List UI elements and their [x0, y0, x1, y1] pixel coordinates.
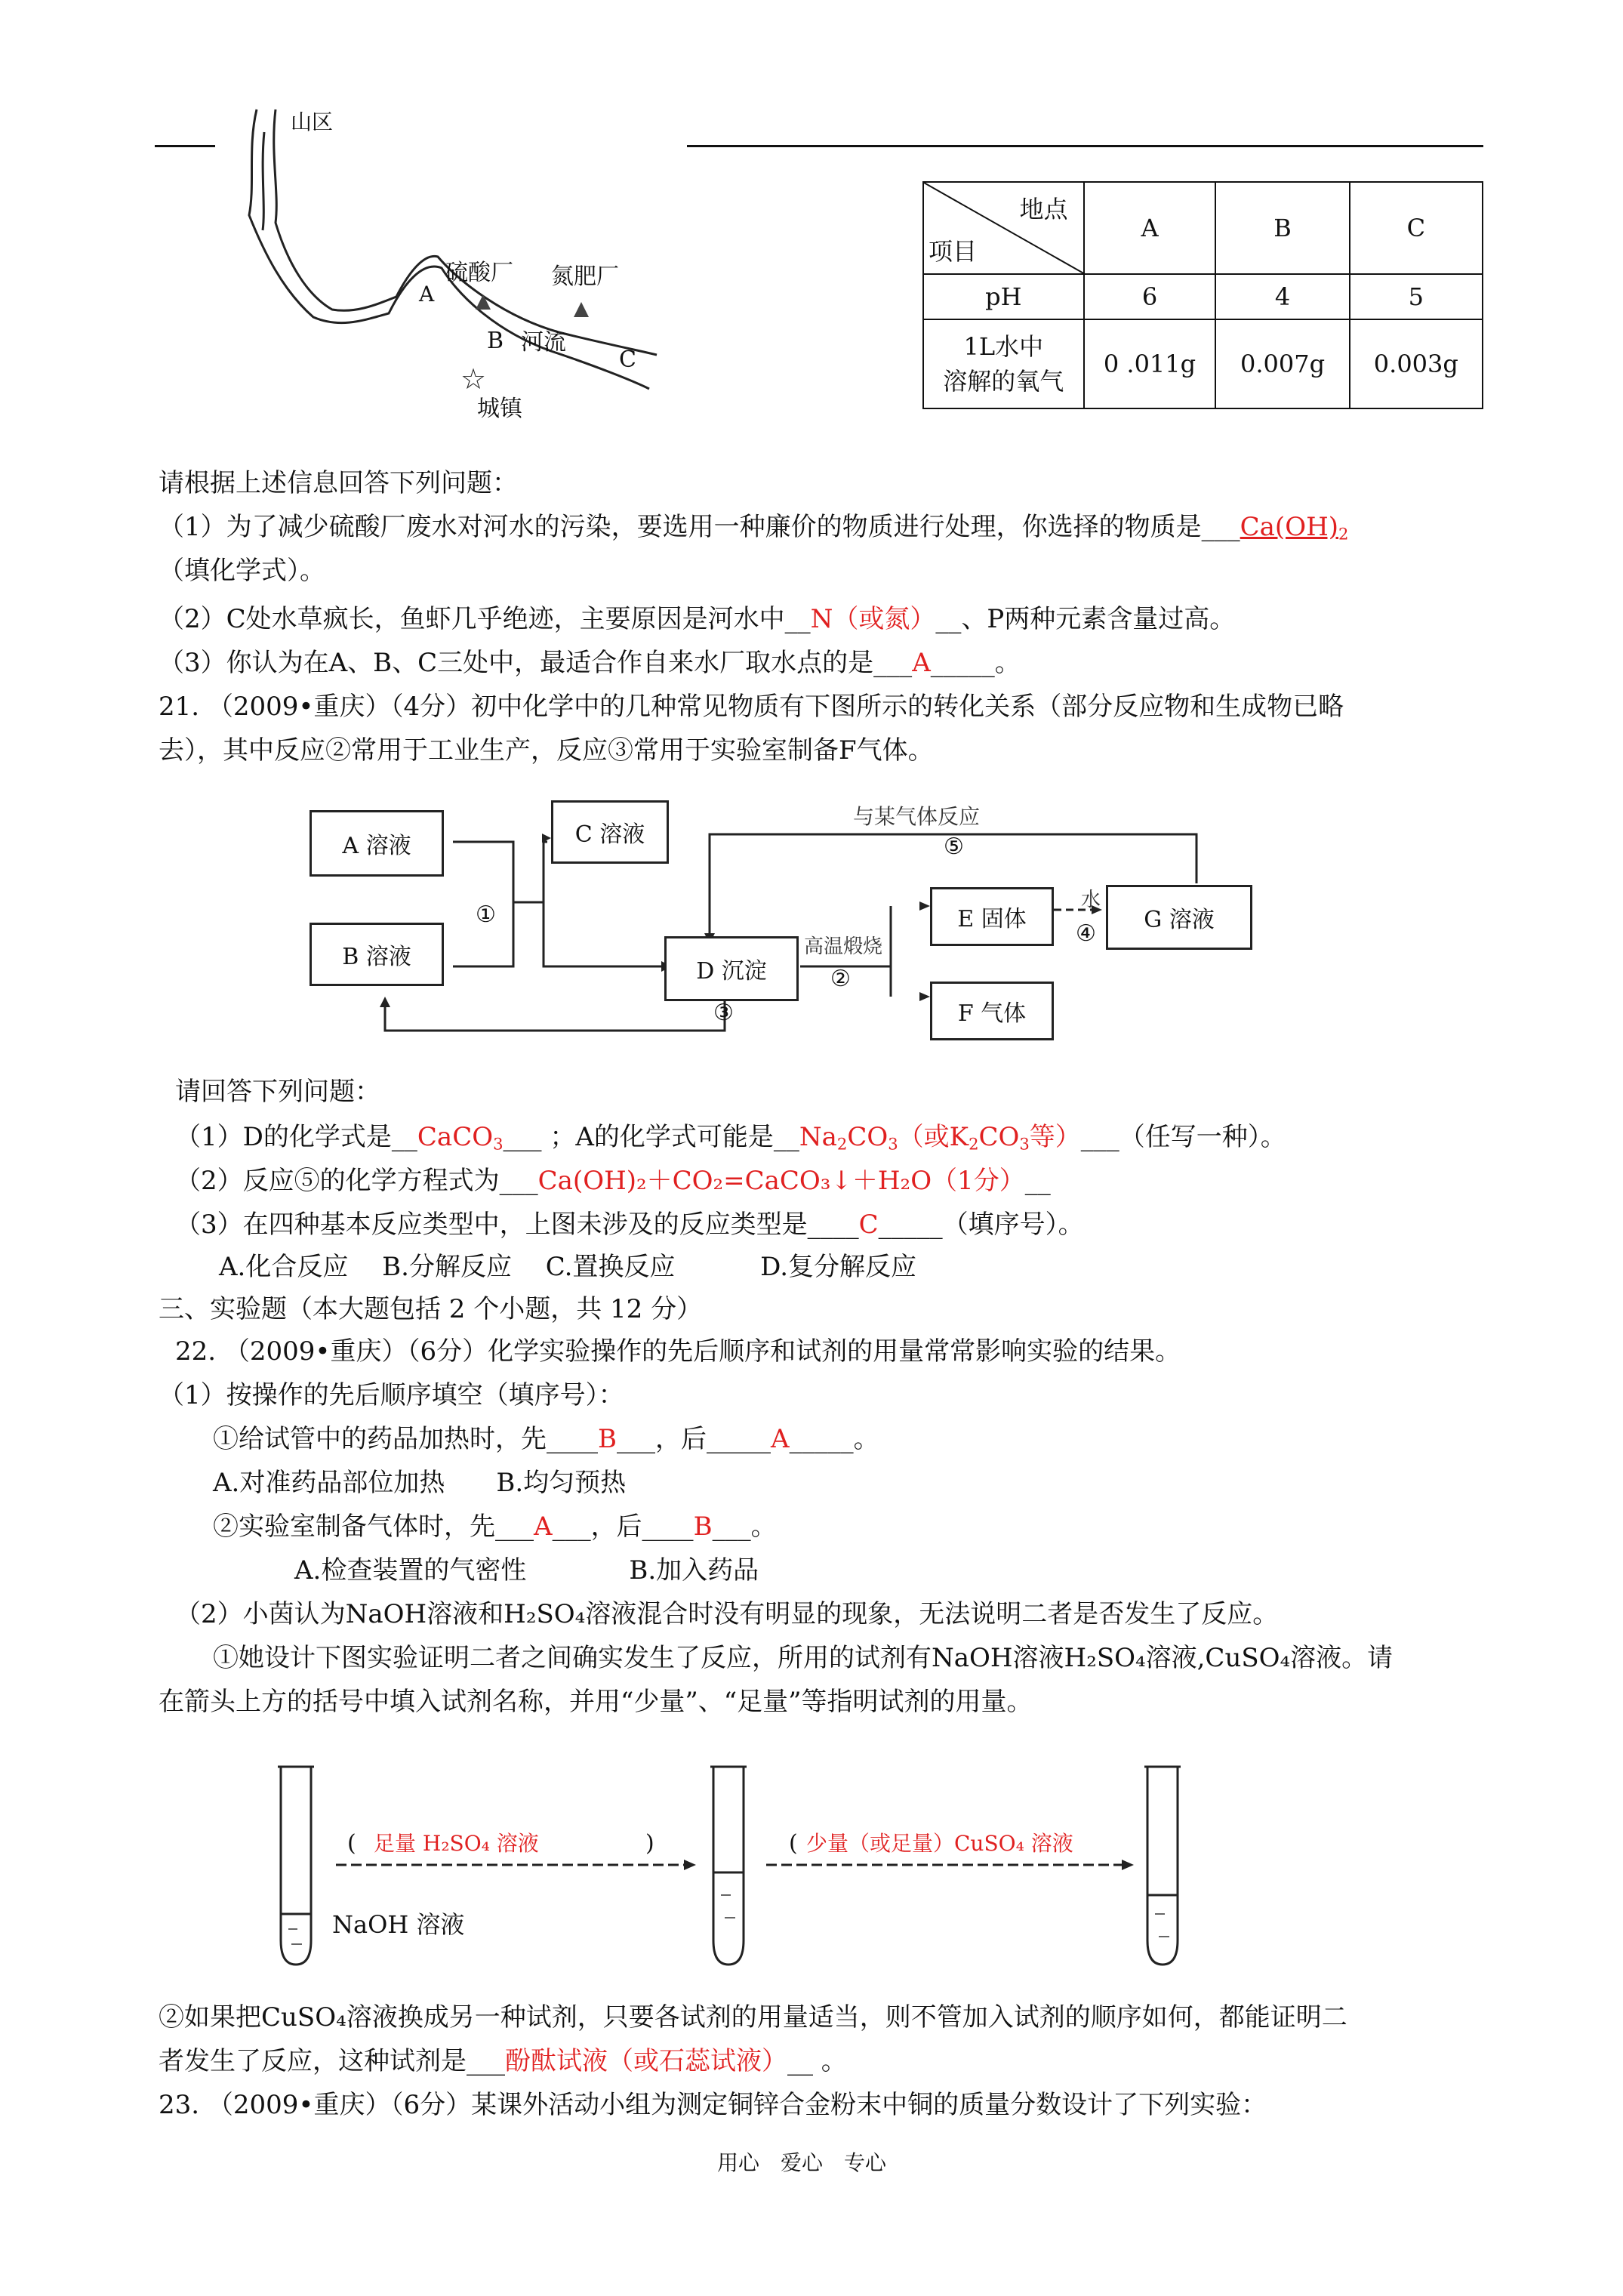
flow-node-c: C 溶液 — [551, 800, 669, 864]
flow-label-top: 与某气体反应 — [853, 804, 981, 829]
answer: A — [771, 1424, 790, 1454]
map-town-label: 城镇 — [477, 396, 522, 422]
map-point-b: B — [487, 328, 504, 354]
arrow2-paren-left: ( — [789, 1830, 798, 1857]
flow-node-g: G 溶液 — [1106, 885, 1252, 950]
page-footer: 用心 爱心 专心 — [717, 2150, 887, 2175]
map-point-c: C — [619, 347, 636, 373]
answer: Ca(OH)₂＋CO₂=CaCO₃↓＋H₂O（1分） — [537, 1166, 1025, 1196]
q21-ask: 请回答下列问题： — [175, 1077, 380, 1107]
q20-part3: （3）你认为在A、B、C三处中，最适合作自来水厂取水点的是___A_____。 — [159, 648, 1021, 678]
header-rule-left — [155, 145, 215, 147]
flow-node-a: A 溶液 — [310, 810, 444, 877]
flow-label-n4: ④ — [1076, 920, 1096, 947]
q22-part2-2a: ②如果把CuSO₄溶液换成另一种试剂，只要各试剂的用量适当，则不管加入试剂的顺序如何，都能证明二 — [159, 2002, 1347, 2032]
flow-node-f: F 气体 — [930, 982, 1054, 1040]
sulfuric-factory-marker — [476, 294, 491, 310]
flow-node-e: E 固体 — [930, 887, 1054, 946]
q21-options: A.化合反应 B.分解反应 C.置换反应 D.复分解反应 — [219, 1252, 917, 1282]
table-cell: 0 .011g — [1084, 319, 1216, 408]
town-star-icon: ☆ — [460, 362, 487, 396]
flow-node-d: D 沉淀 — [664, 936, 799, 1001]
table-cell: 0.003g — [1350, 319, 1483, 408]
q21-part2: （2）反应⑤的化学方程式为___Ca(OH)₂＋CO₂=CaCO₃↓＋H₂O（1分）__ — [175, 1166, 1051, 1196]
table-cell: 5 — [1350, 274, 1483, 319]
map-mountain-label: 山区 — [291, 109, 334, 134]
header-rule-right — [687, 145, 1483, 147]
q22-step2: ②实验室制备气体时，先___A___，后____B___。 — [213, 1512, 777, 1542]
q22-step1: ①给试管中的药品加热时，先____B___，后_____A_____。 — [213, 1424, 879, 1454]
water-quality-table — [922, 181, 1483, 409]
q23-stem: 23. （2009•重庆）（6分）某课外活动小组为测定铜锌合金粉末中铜的质量分数设计了下列实验： — [159, 2090, 1267, 2120]
flow-label-n1: ① — [476, 901, 496, 928]
answer: B — [693, 1512, 713, 1542]
test-tube-2 — [713, 1767, 744, 1965]
flow-node-b: B 溶液 — [310, 923, 444, 986]
flow-label-heat: 高温煅烧 — [804, 935, 883, 958]
q22-part2-1a: ①她设计下图实验证明二者之间确实发生了反应，所用的试剂有NaOH溶液H₂SO₄溶液,CuSO₄溶液。请 — [213, 1643, 1394, 1673]
q22-part2: （2）小茵认为NaOH溶液和H₂SO₄溶液混合时没有明显的现象，无法说明二者是否发生了反应。 — [175, 1599, 1279, 1629]
fertilizer-factory-marker — [574, 302, 589, 317]
table-row2-label-1: 1L水中 — [963, 332, 1044, 361]
q21-part3: （3）在四种基本反应类型中，上图未涉及的反应类型是____C_____（填序号）。 — [175, 1210, 1084, 1240]
q20-part1-tail: （填化学式）。 — [159, 556, 325, 586]
table-cell: 0.007g — [1215, 319, 1349, 408]
table-col-header: C — [1350, 182, 1483, 274]
q20-part1: （1）为了减少硫酸厂废水对河水的污染，要选用一种廉价的物质进行处理，你选择的物质是$\_\_\_Ca(OH)_2$ — [159, 512, 1349, 544]
arrow1-paren-left: ( — [347, 1830, 356, 1857]
answer: N（或氮） — [810, 604, 936, 634]
table-corner-bottom: 项目 — [929, 237, 978, 266]
q22-stem: 22. （2009•重庆）（6分）化学实验操作的先后顺序和试剂的用量常常影响实验的结果。 — [175, 1336, 1181, 1367]
q21-part1: （1）D的化学式是__CaCO$_3$___ ；A的化学式可能是$\_\_Na_2CO_3$（或$K_2CO_3$等）___（任写一种）。 — [175, 1122, 1286, 1154]
answer: A — [912, 648, 931, 678]
map-fertilizer-label: 氮肥厂 — [551, 264, 619, 290]
table-corner-cell — [923, 182, 1084, 274]
q21-stem-1: 21. （2009•重庆）（4分）初中化学中的几种常见物质有下图所示的转化关系（部分反应物和生成物已略 — [159, 692, 1344, 722]
table-col-header: B — [1215, 182, 1349, 274]
answer: B — [598, 1424, 617, 1454]
table-row2-label-2: 溶解的氧气 — [943, 367, 1064, 396]
map-river-label: 河流 — [521, 329, 566, 356]
q22-step2-options: A.检查装置的气密性 B.加入药品 — [294, 1555, 759, 1586]
flow-label-n3: ③ — [713, 1000, 734, 1026]
flow-label-water: 水 — [1081, 889, 1101, 911]
flow-label-n5: ⑤ — [944, 834, 964, 860]
table-corner-top: 地点 — [1019, 195, 1068, 223]
tube-label-naoh: NaOH 溶液 — [332, 1910, 465, 1939]
answer: A — [534, 1512, 553, 1542]
answer: $Ca(OH)_2$ — [1240, 512, 1349, 544]
answer: 酚酞试液（或石蕊试液） — [505, 2046, 787, 2076]
table-row-label: pH — [923, 274, 1084, 319]
arrow1-reagent: 足量 H₂SO₄ 溶液 — [374, 1831, 539, 1856]
q22-part1: （1）按操作的先后顺序填空（填序号）： — [159, 1380, 624, 1410]
test-tube-1 — [281, 1767, 311, 1965]
table-col-header: A — [1084, 182, 1216, 274]
table-cell: 6 — [1084, 274, 1216, 319]
arrow2-reagent: 少量（或足量）CuSO₄ 溶液 — [806, 1831, 1073, 1856]
test-tube-diagram — [264, 1759, 1246, 1978]
answer: C — [858, 1210, 879, 1240]
arrow1-paren-right: ) — [645, 1830, 654, 1857]
answer: CaCO$_3$ — [417, 1122, 504, 1154]
q22-step1-options: A.对准药品部位加热 B.均匀预热 — [213, 1468, 627, 1498]
table-row-label — [923, 319, 1084, 408]
section-3-heading: 三、实验题（本大题包括 2 个小题，共 12 分） — [159, 1294, 703, 1324]
q20-intro: 请根据上述信息回答下列问题： — [159, 468, 518, 498]
map-sulfuric-label: 硫酸厂 — [445, 260, 513, 286]
q21-stem-2: 去），其中反应②常用于工业生产，反应③常用于实验室制备F气体。 — [159, 735, 934, 766]
answer: $Na_2CO_3$（或$K_2CO_3$等） — [799, 1122, 1081, 1154]
q20-part2: （2）C处水草疯长，鱼虾几乎绝迹，主要原因是河水中__N（或氮）__、P两种元素含量过高。 — [159, 604, 1236, 634]
flow-label-n2: ② — [830, 966, 851, 992]
table-cell: 4 — [1215, 274, 1349, 319]
q22-part2-2b: 者发生了反应，这种试剂是___酚酞试液（或石蕊试液）__ 。 — [159, 2046, 847, 2076]
q22-part2-1b: 在箭头上方的括号中填入试剂名称，并用“少量”、“足量”等指明试剂的用量。 — [159, 1687, 1033, 1717]
test-tube-3 — [1147, 1767, 1178, 1965]
map-point-a: A — [419, 282, 435, 307]
